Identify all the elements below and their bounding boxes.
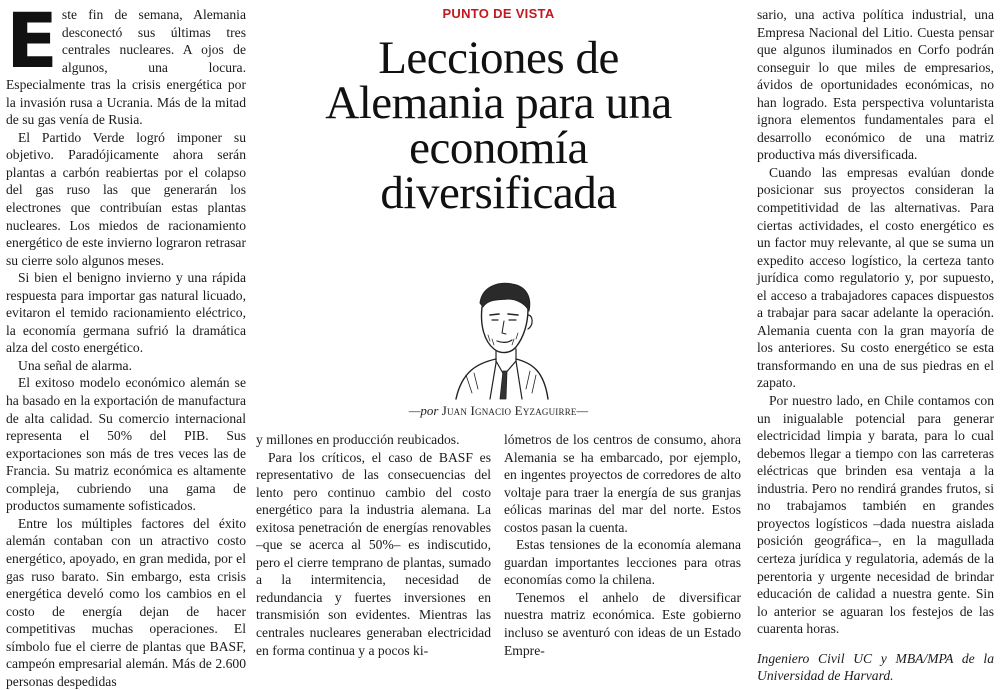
paragraph: ste fin de semana, Alemania desconectó sus últimas tres centrales nucleares. A ojos de algunos, una locura. Especialmente tras la crisis energética por la invasión rusa a Ucrania. Más de la mitad de su gas venía de Rusia. <box>6 7 246 128</box>
byline <box>256 403 741 419</box>
paragraph: Entre los múltiples factores del éxito alemán contaban con un atractivo costo energético, apoyado, en gran medida, por el gas ruso barato. Sin embargo, esta crisis energética develó como los cambios en el costo de energía dejan de hacer competitivas muchas operaciones. El símbolo fue el cierre de plantas que BASF, campeón empresarial alemán. Más de 2.600 personas despedidas <box>6 515 246 689</box>
paragraph: Una señal de alarma. <box>18 357 132 373</box>
article-column-2 <box>256 431 491 659</box>
paragraph: Cuando las empresas evalúan donde posicionar sus proyectos consideran la competitividad de las alternativas. Para ciertas actividades, el costo energético es un factor muy relevante, al que se suma un expedito acceso logístico, la certeza tanto jurídica como regulatorio y, por supuesto, el acceso a trabajadores capaces dispuestos a trabajar para sacar adelante la operación. Alemania cuenta con la gran mayoría de los anteriores. Su costo energético se esta transformando en una de sus piedras en el zapato. <box>757 164 994 391</box>
headline-line: Alemania para una <box>325 77 672 129</box>
paragraph: Tenemos el anhelo de diversificar nuestra matriz económica. Este gobierno incluso se aventuró con ideas de un Estado Empre- <box>504 589 741 658</box>
paragraph: El Partido Verde logró imponer su objetivo. Paradójicamente ahora serán plantas a carbón reabiertas por el colapso del gas ruso las que generarán los electrones que contribuían estas plantas nucleares. Los miedos de racionamiento energético de este invierno lograron retrasar su cierre solo algunos meses. <box>6 129 246 268</box>
paragraph: y millones en producción reubicados. <box>256 432 460 447</box>
author-portrait <box>438 275 563 400</box>
author-signature: Ingeniero Civil UC y MBA/MPA de la Universidad de Harvard. <box>757 650 994 684</box>
paragraph: sario, una activa política industrial, una Empresa Nacional del Litio. Cuesta pensar que algunos iluminados en Corfo podrán conseguir lo que miles de empresarios, ávidos de oportunidades económicas, no han logrado. Esta perspectiva voluntarista ignora elementos fundamentales para el desarrollo económico de una matriz productiva más diversificada. <box>757 7 994 163</box>
paragraph: lómetros de los centros de consumo, ahora Alemania se ha embarcado, por ejemplo, en ingentes proyectos de corredores de alto voltaje para traer la energía de sus granjas eólicas marinas del mar del norte. Estos costos pasan la cuenta. <box>504 432 741 535</box>
drop-cap: E <box>6 0 56 85</box>
headline <box>256 32 741 219</box>
article-column-3 <box>504 431 741 659</box>
paragraph: Para los críticos, el caso de BASF es representativo de las consecuencias del lento pero continuo cambio del costo energético para la industria alemana. La exitosa penetración de energías renovables –que se acerca al 50%– es indiscutido, pero el cierre temprano de plantas, sumado a la intermitencia, necesidad de redundancia y fuertes inversiones en transmisión son evidentes. Mientras las centrales nucleares generaban electricidad en forma continua y a pocos ki- <box>256 449 491 658</box>
article-column-1 <box>6 0 246 690</box>
headline-line: economía <box>409 122 588 174</box>
paragraph: El exitoso modelo económico alemán se ha basado en la exportación de manufactura de alta calidad. Su comercio internacional representa el 50% del PIB. Sus exportaciones son más de tres veces las de Francia. Su matriz económica es altamente compleja, cubriendo una gama de productos sumamente sofisticados. <box>6 375 246 514</box>
headline-line: Lecciones de <box>378 32 619 84</box>
paragraph: Por nuestro lado, en Chile contamos con un inigualable potencial para generar electricidad limpia y barata, para lo cual debemos llegar a tiempo con las carreteras eléctricas que brinden esa ventaja a la industria. Pero no rendirá grandes frutos, si no trabajamos también en grandes proyectos logísticos –dada nuestra aislada posición geográfica–, en la magullada certeza jurídica y regulatoria, además de la perentoria y urgente necesidad de brindar educación de calidad a nuestra gente. Sin lo anterior se aguaran los festejos de las cuarenta horas. <box>757 393 994 637</box>
headline-line: diversificada <box>380 167 617 219</box>
paragraph: Si bien el benigno invierno y una rápida respuesta para importar gas natural licuado, evitaron el temido racionamiento eléctrico, la economía germana sufrió la dramática alza del costo energético. <box>6 270 246 356</box>
author-name: Juan Ignacio Eyzaguirre <box>441 403 577 418</box>
byline-prefix: —por <box>408 403 442 418</box>
byline-suffix: — <box>576 403 589 418</box>
paragraph: Estas tensiones de la economía alemana guardan importantes lecciones para otras economías como la chilena. <box>504 537 741 588</box>
article-column-4 <box>757 6 994 685</box>
section-kicker: PUNTO DE VISTA <box>442 6 555 21</box>
